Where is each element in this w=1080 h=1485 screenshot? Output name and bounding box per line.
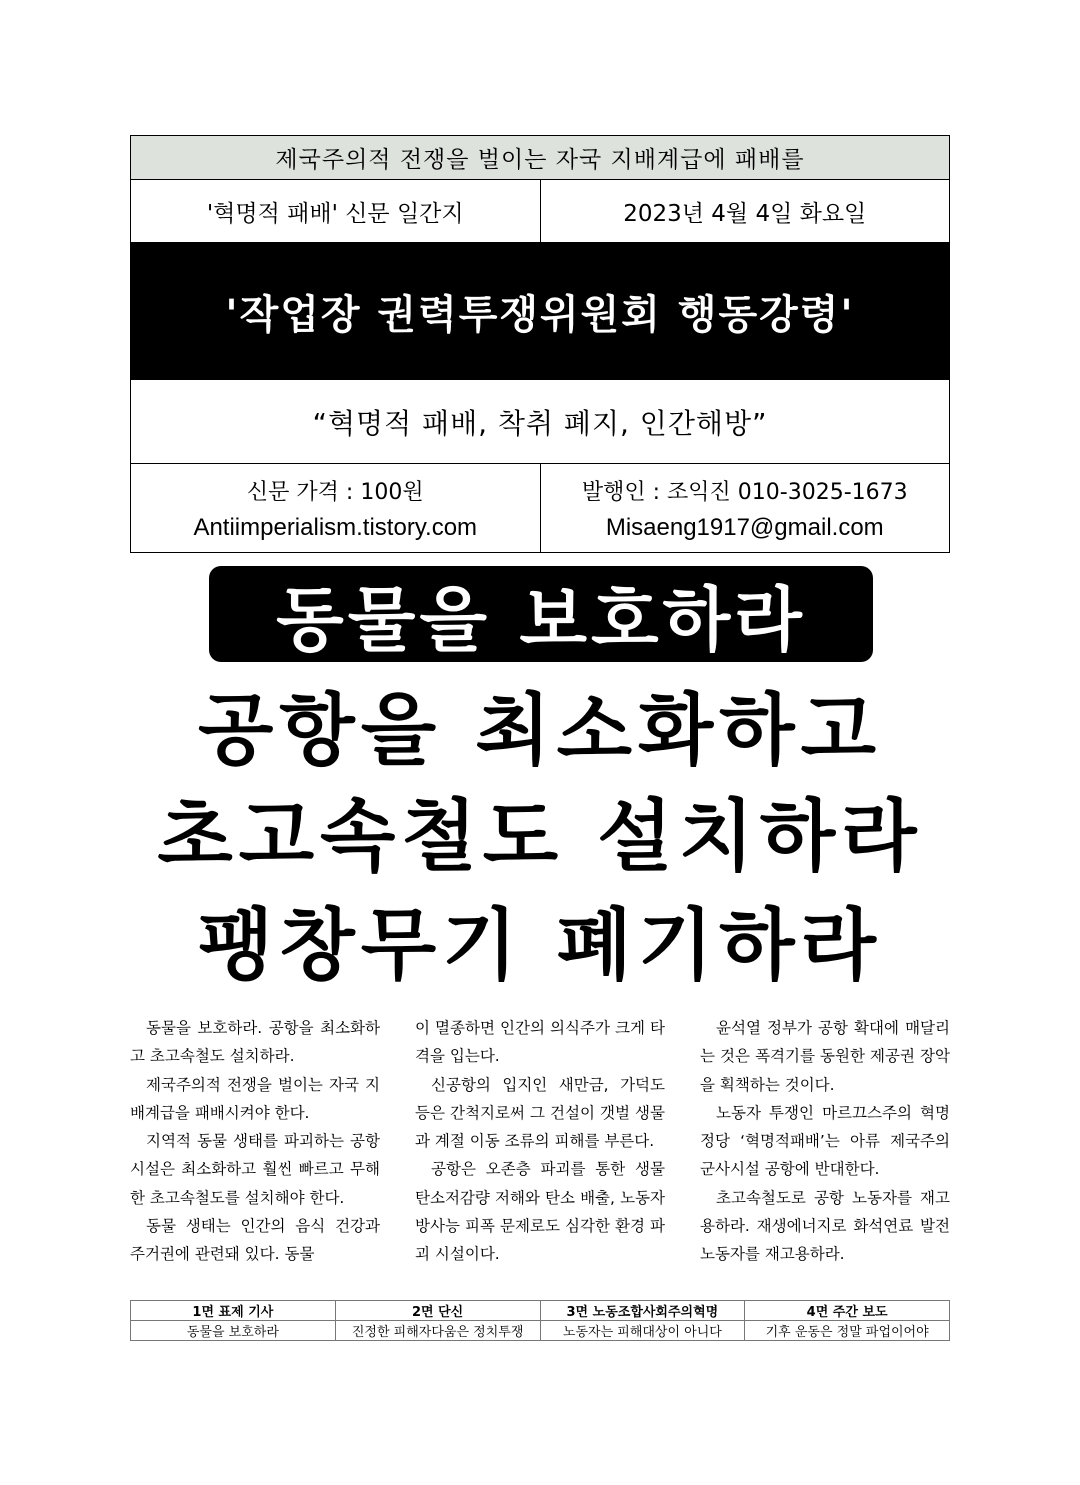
headline-line-2: 초고속철도 설치하라 [157,792,923,882]
paper-name: '혁명적 패배' 신문 일간지 [206,200,464,227]
paragraph: 지역적 동물 생태를 파괴하는 공항 시설은 최소화하고 훨씬 빠르고 무해한 초고속철도를 설치해야 한다. [130,1132,380,1207]
summary-header: 4면 주간 보도 [745,1301,950,1321]
summary-header: 3면 노동조합사회주의혁명 [540,1301,745,1321]
article-column-3 [700,1014,950,1269]
paragraph: 동물 생태는 인간의 음식 건강과 주거권에 관련돼 있다. 동물 [130,1217,380,1264]
masthead-slogan: 제국주의적 전쟁을 벌이는 자국 지배계급에 패배를 [131,136,949,180]
masthead [130,135,950,553]
summary-header: 1면 표제 기사 [131,1301,336,1321]
paragraph: 노동자 투쟁인 마르끄스주의 혁명 정당 ‘혁명적패배’는 아류 제국주의 군사시설 공항에 반대한다. [700,1103,950,1179]
newspaper-title: '작업장 권력투쟁위원회 행동강령' [131,243,949,380]
article-body [130,1014,950,1269]
summary-item: 진정한 피해자다움은 정치투쟁 [335,1321,540,1341]
article-column-1 [130,1014,380,1269]
paragraph: 윤석열 정부가 공항 확대에 매달리는 것은 폭격기를 동원한 제공권 장악을 획책하는 것이다. [700,1019,950,1094]
headline-line-1: 공항을 최소화하고 [198,686,882,776]
summary-item-row [131,1321,950,1341]
email-link[interactable]: Misaeng1917@gmail.com [605,513,884,541]
price: 신문 가격 : 100원 [246,479,424,505]
summary-header: 2면 단신 [335,1301,540,1321]
summary-header-row [131,1301,950,1321]
paragraph: 초고속철도로 공항 노동자를 재고용하라. 재생에너지로 화석연료 발전 노동자를 재고용하라. [700,1188,950,1264]
price-cell [131,464,540,552]
website-link[interactable]: Antiimperialism.tistory.com [193,513,478,541]
issue-date: 2023년 4월 4일 화요일 [540,180,950,242]
paragraph: 신공항의 입지인 새만금, 가덕도 등은 간척지로써 그 건설이 갯벌 생물과 계절 이동 조류의 피해를 부른다. [415,1075,665,1151]
publisher: 발행인 : 조익진 010-3025-1673 [581,479,908,505]
paragraph: 제국주의적 전쟁을 벌이는 자국 지배계급을 패배시켜야 한다. [130,1075,380,1122]
masthead-info-row [131,180,949,243]
newspaper-motto: “혁명적 패배, 착취 폐지, 인간해방” [131,380,949,464]
paragraph: 이 멸종하면 인간의 의식주가 크게 타격을 입는다. [415,1019,665,1066]
paragraph: 공항은 오존층 파괴를 통한 생물 탄소저감량 저해와 탄소 배출, 노동자 방사능 피폭 문제로도 심각한 환경 파괴 시설이다. [415,1160,665,1264]
lead-banner: 동물을 보호하라 [209,566,873,662]
summary-item: 동물을 보호하라 [131,1321,336,1341]
paragraph: 동물을 보호하라. 공항을 최소화하고 초고속철도 설치하라. [130,1019,380,1066]
summary-item: 기후 운동은 정말 파업이어야 [745,1321,950,1341]
headline-line-3: 팽창무기 폐기하라 [198,901,882,991]
summary-item: 노동자는 피해대상이 아니다 [540,1321,745,1341]
page-summary-table [130,1300,950,1341]
article-column-2 [415,1014,665,1269]
masthead-contact-row [131,464,949,552]
publisher-cell [540,464,950,552]
